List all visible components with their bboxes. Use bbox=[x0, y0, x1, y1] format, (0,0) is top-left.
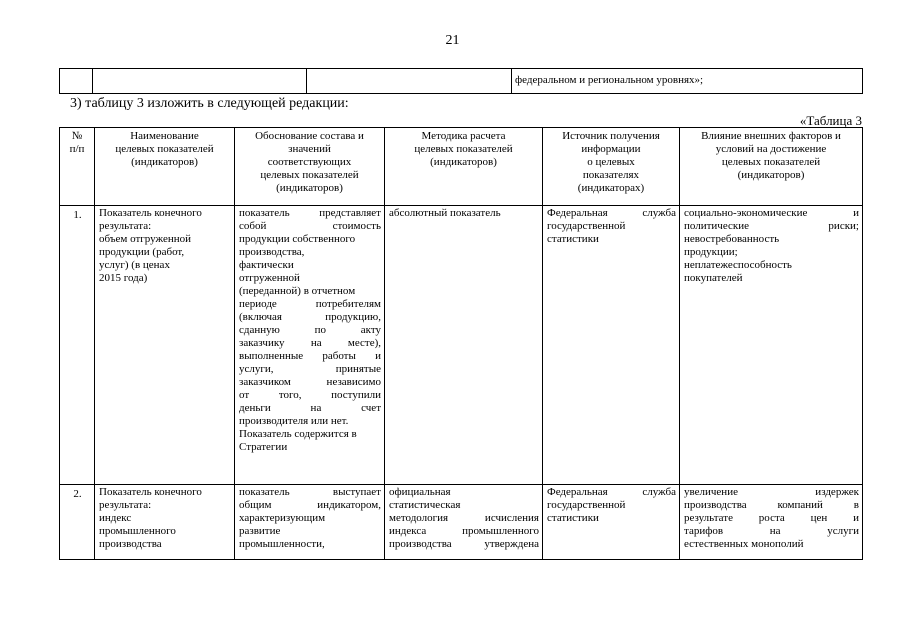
indicator-source: Федеральная служба государственной статистики bbox=[543, 485, 680, 560]
indicator-source: Федеральная служба государственной статистики bbox=[543, 206, 680, 485]
table-row bbox=[60, 485, 863, 560]
header-factors: Влияние внешних факторов и условий на достижение целевых показателей (индикаторов) bbox=[680, 128, 863, 206]
instruction-text: 3) таблицу 3 изложить в следующей редакции: bbox=[70, 96, 349, 111]
table-cell: федеральном и региональном уровнях»; bbox=[512, 69, 863, 94]
header-source: Источник получения информации о целевых показателях (индикаторах) bbox=[543, 128, 680, 206]
indicator-basis: показатель выступает общим индикатором, характеризующим развитие промышленности, bbox=[235, 485, 385, 560]
row-number: 2. bbox=[60, 485, 95, 560]
header-method: Методика расчета целевых показателей (индикаторов) bbox=[385, 128, 543, 206]
previous-table-fragment bbox=[59, 68, 863, 94]
table-row bbox=[60, 206, 863, 485]
table-row bbox=[60, 69, 863, 94]
indicator-name: Показатель конечного результата: индекс промышленного производства bbox=[95, 485, 235, 560]
table-cell bbox=[60, 69, 93, 94]
indicator-basis: показатель представляет собой стоимость продукции собственного производства, фактически отгруженной (переданной) в отчетном периоде потребителям (включая продукцию, сданную по акту заказчику на месте), выполненные работы и услуги, принятые заказчиком независимо от того, поступили деньги на счет производителя или нет. Показатель содержится в Стратегии bbox=[235, 206, 385, 485]
indicators-table bbox=[59, 127, 863, 560]
indicator-factors: увеличение издержек производства компаний в результате роста цен и тарифов на услуги естественных монополий bbox=[680, 485, 863, 560]
indicator-method: официальная статистическая методология исчисления индекса промышленного производства утверждена bbox=[385, 485, 543, 560]
table-cell bbox=[307, 69, 512, 94]
indicator-method: абсолютный показатель bbox=[385, 206, 543, 485]
header-name: Наименование целевых показателей (индикаторов) bbox=[95, 128, 235, 206]
table-header-row bbox=[60, 128, 863, 206]
row-number: 1. bbox=[60, 206, 95, 485]
indicator-factors: социально-экономические и политические риски; невостребованность продукции; неплатежеспособность покупателей bbox=[680, 206, 863, 485]
header-basis: Обоснование состава и значений соответствующих целевых показателей (индикаторов) bbox=[235, 128, 385, 206]
page-number: 21 bbox=[445, 33, 460, 48]
table-label: «Таблица 3 bbox=[799, 113, 862, 128]
table-cell bbox=[93, 69, 307, 94]
header-num: № п/п bbox=[60, 128, 95, 206]
indicator-name: Показатель конечного результата: объем отгруженной продукции (работ, услуг) (в ценах 2015 года) bbox=[95, 206, 235, 485]
